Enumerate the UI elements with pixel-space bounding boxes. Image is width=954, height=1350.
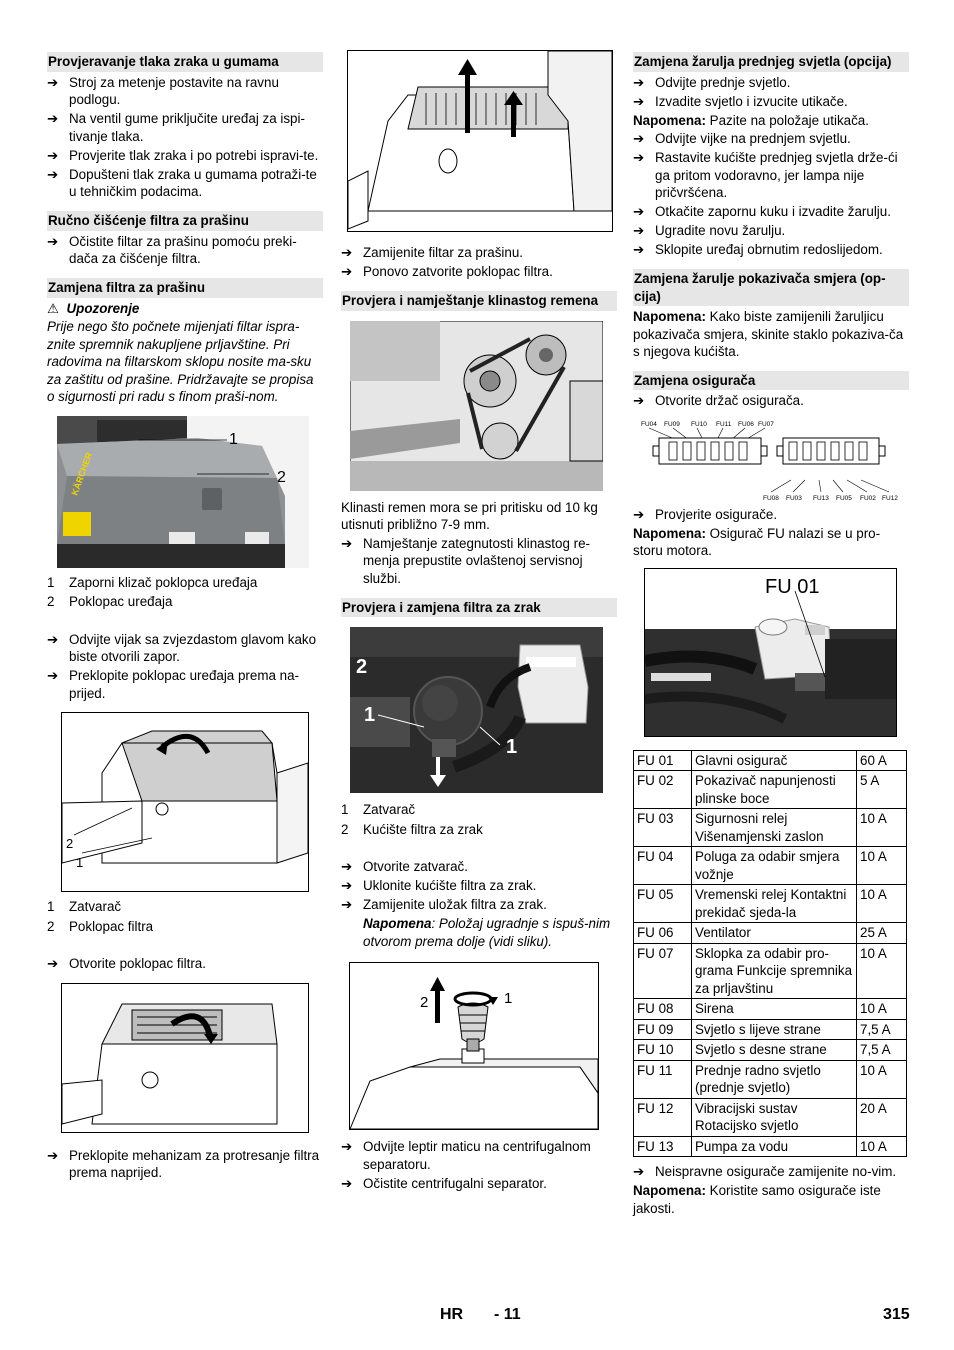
legend-item: 2 Poklopac uređaja bbox=[47, 594, 173, 609]
fuse-rating: 5 A bbox=[857, 771, 907, 809]
fuse-row bbox=[634, 809, 907, 847]
figure-fuse-holder bbox=[637, 416, 907, 504]
fuse-row bbox=[634, 943, 907, 999]
fuse-function: Poluga za odabir smjera vožnje bbox=[692, 847, 857, 885]
fuse-row bbox=[634, 999, 907, 1020]
warning-text: Prije nego što počnete mijenjati filtar ispra-znite spremnik nakupljene prljavštine. Pri radovima na filtarskom sklopu nosite ma-sku za zaštitu od prašine. Pridržavajte se propisa o sigurnosti pri radu s finom praši-nom. bbox=[47, 319, 314, 404]
callout-1: 1 bbox=[506, 736, 518, 758]
note-install-position: Napomena: Položaj ugradnje s ispuš-nim otvorom prema dolje (vidi sliku). bbox=[363, 916, 611, 949]
fuse-function: Ventilator bbox=[692, 923, 857, 944]
step: ➔ Dopušteni tlak zraka u gumama potraži-te u tehničkim podacima. bbox=[47, 166, 317, 199]
arrow-right-icon: ➔ bbox=[633, 223, 645, 238]
note: Napomena: Kako biste zamijenili žaruljicu pokazivača smjera, skinite staklo pokaziva-ča s njegova kućišta. bbox=[633, 309, 904, 359]
arrow-right-icon: ➔ bbox=[341, 1139, 353, 1154]
fuse-function: Svjetlo s lijeve strane bbox=[692, 1019, 857, 1040]
legend-item: 2 Kućište filtra za zrak bbox=[341, 821, 483, 837]
heading-manual-filter-cleaning: Ručno čišćenje filtra za prašinu bbox=[47, 211, 323, 231]
arrow-right-icon: ➔ bbox=[47, 147, 59, 163]
note: Napomena: Pazite na položaje utikača. bbox=[633, 112, 869, 128]
fuse-rating: 10 A bbox=[857, 943, 907, 999]
step: ➔ Namještanje zategnutosti klinastog re-menja prepustite ovlaštenoj servisnoj službi. bbox=[341, 535, 591, 586]
figure-machine-hood bbox=[57, 416, 309, 568]
fuse-label: FU07 bbox=[758, 420, 774, 428]
arrow-right-icon: ➔ bbox=[47, 668, 59, 683]
fuse-row bbox=[634, 1060, 907, 1098]
fuse-function: Pumpa za vodu bbox=[692, 1136, 857, 1157]
heading-tire-pressure: Provjeravanje tlaka zraka u gumama bbox=[47, 52, 323, 72]
fuse-id: FU 06 bbox=[634, 923, 692, 944]
fuse-rating: 10 A bbox=[857, 999, 907, 1020]
fuse-id: FU 07 bbox=[634, 943, 692, 999]
step: ➔ Odvijte leptir maticu na centrifugalnom separatoru. bbox=[341, 1139, 591, 1172]
arrow-right-icon: ➔ bbox=[47, 956, 59, 971]
fuse-label: FU03 bbox=[786, 494, 802, 502]
arrow-right-icon: ➔ bbox=[633, 204, 645, 219]
fuse-row bbox=[634, 750, 907, 771]
arrow-right-icon: ➔ bbox=[47, 166, 59, 182]
callout-1: 1 bbox=[364, 704, 376, 726]
callout-2: 2 bbox=[356, 656, 368, 678]
arrow-right-icon: ➔ bbox=[341, 264, 353, 279]
heading-dust-filter-replacement: Zamjena filtra za prašinu bbox=[47, 278, 323, 298]
v-belt-text: Klinasti remen mora se pri pritisku od 10 kg utisnuti približno 7-9 mm. bbox=[341, 499, 598, 532]
fuse-row bbox=[634, 1040, 907, 1061]
step: ➔ Otvorite zatvarač. bbox=[341, 859, 468, 874]
figure-filter-removal bbox=[347, 50, 613, 232]
fuse-rating: 7,5 A bbox=[857, 1040, 907, 1061]
step: ➔ Na ventil gume priključite uređaj za ispi-tivanje tlaka. bbox=[47, 111, 305, 144]
callout-2: 2 bbox=[66, 836, 74, 851]
fuse-label: FU06 bbox=[738, 420, 754, 428]
step: ➔ Zamijenite uložak filtra za zrak. bbox=[341, 897, 547, 912]
heading-headlight-bulb: Zamjena žarulja prednjeg svjetla (opcija) bbox=[633, 52, 909, 72]
step: ➔ Neispravne osigurače zamijenite no-vim. bbox=[633, 1164, 897, 1179]
legend-item: 1 Zatvarač bbox=[341, 802, 416, 817]
fuse-label: FU08 bbox=[763, 494, 779, 502]
callout-fu01: FU 01 bbox=[765, 575, 820, 598]
column-right bbox=[633, 52, 909, 1218]
step: ➔ Izvadite svjetlo i izvucite utikače. bbox=[633, 93, 848, 109]
footer-local-page: - 11 bbox=[494, 1306, 521, 1323]
fuse-function: Vremenski relej Kontaktni prekidač sjeda-la bbox=[692, 885, 857, 923]
heading-indicator-bulb: Zamjena žarulje pokazivača smjera (op-cija) bbox=[633, 269, 909, 306]
fuse-function: Glavni osigurač bbox=[692, 750, 857, 771]
fuse-rating: 7,5 A bbox=[857, 1019, 907, 1040]
arrow-right-icon: ➔ bbox=[47, 111, 59, 126]
fuse-id: FU 04 bbox=[634, 847, 692, 885]
fuse-function: Svjetlo s desne strane bbox=[692, 1040, 857, 1061]
step: ➔ Očistite centrifugalni separator. bbox=[341, 1175, 547, 1191]
step: ➔ Preklopite poklopac uređaja prema na-prijed. bbox=[47, 668, 300, 701]
fuse-id: FU 13 bbox=[634, 1136, 692, 1157]
legend-item: 1 Zatvarač bbox=[47, 899, 122, 914]
arrow-right-icon: ➔ bbox=[341, 878, 353, 893]
step: ➔ Ugradite novu žarulju. bbox=[633, 223, 786, 238]
arrow-right-icon: ➔ bbox=[633, 506, 645, 522]
fuse-rating: 60 A bbox=[857, 750, 907, 771]
step: ➔ Zamijenite filtar za prašinu. bbox=[341, 245, 524, 260]
fuse-id: FU 02 bbox=[634, 771, 692, 809]
step: ➔ Provjerite osigurače. bbox=[633, 506, 778, 522]
warning-triangle-icon: ⚠ bbox=[47, 300, 60, 316]
fuse-function: Sirena bbox=[692, 999, 857, 1020]
note: Napomena: Osigurač FU nalazi se u pro-storu motora. bbox=[633, 525, 881, 558]
heading-v-belt: Provjera i namještanje klinastog remena bbox=[341, 291, 617, 311]
fuse-rating: 10 A bbox=[857, 809, 907, 847]
fuse-label: FU10 bbox=[691, 420, 707, 428]
fuse-label: FU09 bbox=[664, 420, 680, 428]
step: ➔ Otkačite zapornu kuku i izvadite žarulju. bbox=[633, 204, 891, 219]
fuse-id: FU 10 bbox=[634, 1040, 692, 1061]
fuse-function: Sklopka za odabir pro-grama Funkcije spremnika za prljavštinu bbox=[692, 943, 857, 999]
figure-centrifugal-separator bbox=[349, 962, 599, 1130]
fuse-rating: 20 A bbox=[857, 1098, 907, 1136]
fuse-id: FU 09 bbox=[634, 1019, 692, 1040]
callout-2: 2 bbox=[277, 468, 286, 486]
arrow-right-icon: ➔ bbox=[633, 74, 645, 90]
figure-filter-shaker bbox=[61, 983, 309, 1133]
fuse-label: FU02 bbox=[860, 494, 876, 502]
arrow-right-icon: ➔ bbox=[47, 233, 59, 249]
footer-page-number: 315 bbox=[883, 1306, 910, 1323]
fuse-row bbox=[634, 1019, 907, 1040]
arrow-right-icon: ➔ bbox=[633, 131, 645, 146]
fuse-label: FU04 bbox=[641, 420, 657, 428]
arrow-right-icon: ➔ bbox=[341, 245, 353, 260]
callout-1: 1 bbox=[76, 855, 84, 870]
step: ➔ Uklonite kućište filtra za zrak. bbox=[341, 878, 537, 893]
arrow-right-icon: ➔ bbox=[47, 631, 59, 647]
arrow-right-icon: ➔ bbox=[633, 1164, 645, 1179]
column-middle bbox=[341, 50, 617, 1194]
brand-logo: KÄRCHER bbox=[69, 450, 95, 497]
figure-fu01-photo bbox=[644, 568, 897, 737]
fuse-rating: 10 A bbox=[857, 1060, 907, 1098]
step: ➔ Stroj za metenje postavite na ravnu podlogu. bbox=[47, 74, 279, 107]
arrow-right-icon: ➔ bbox=[633, 93, 645, 109]
fuse-function: Pokazivač napunjenosti plinske boce bbox=[692, 771, 857, 809]
step: ➔ Očistite filtar za prašinu pomoću preki-dača za čišćenje filtra. bbox=[47, 233, 297, 266]
fuse-id: FU 05 bbox=[634, 885, 692, 923]
callout-2: 2 bbox=[420, 994, 429, 1011]
step: ➔ Provjerite tlak zraka i po potrebi ispravi-te. bbox=[47, 147, 319, 163]
fuse-row bbox=[634, 923, 907, 944]
step: ➔ Ponovo zatvorite poklopac filtra. bbox=[341, 264, 553, 279]
legend-item: 2 Poklopac filtra bbox=[47, 918, 154, 934]
fuse-rating: 10 A bbox=[857, 885, 907, 923]
figure-v-belt bbox=[350, 321, 603, 491]
fuse-row bbox=[634, 1136, 907, 1157]
fuse-row bbox=[634, 771, 907, 809]
step: ➔ Rastavite kućište prednjeg svjetla drže-ći ga pritom vodoravno, jer lampa nije pričvršćena. bbox=[633, 150, 898, 200]
fuse-row bbox=[634, 885, 907, 923]
fuse-label: FU12 bbox=[882, 494, 898, 502]
arrow-right-icon: ➔ bbox=[341, 859, 353, 874]
figure-filter-cover bbox=[61, 712, 309, 892]
arrow-right-icon: ➔ bbox=[341, 535, 353, 551]
fuse-table bbox=[633, 750, 907, 1158]
warning-title: ⚠ Upozorenje bbox=[47, 300, 140, 316]
arrow-right-icon: ➔ bbox=[633, 242, 645, 257]
step: ➔ Sklopite uređaj obrnutim redoslijedom. bbox=[633, 242, 883, 257]
fuse-rating: 10 A bbox=[857, 847, 907, 885]
fuse-function: Vibracijski sustav Rotacijsko svjetlo bbox=[692, 1098, 857, 1136]
arrow-right-icon: ➔ bbox=[47, 1147, 59, 1163]
arrow-right-icon: ➔ bbox=[341, 897, 353, 912]
note: Napomena: Koristite samo osigurače iste jakosti. bbox=[633, 1183, 881, 1216]
arrow-right-icon: ➔ bbox=[633, 150, 645, 165]
fuse-label: FU11 bbox=[716, 420, 732, 428]
step: ➔ Preklopite mehanizam za protresanje filtra prema naprijed. bbox=[47, 1147, 320, 1180]
step: ➔ Odvijte prednje svjetlo. bbox=[633, 74, 791, 90]
callout-1: 1 bbox=[229, 430, 238, 448]
footer-lang: HR bbox=[440, 1306, 464, 1323]
fuse-id: FU 12 bbox=[634, 1098, 692, 1136]
column-left bbox=[47, 52, 323, 1183]
legend-item: 1 Zaporni klizač poklopca uređaja bbox=[47, 574, 258, 590]
fuse-function: Sigurnosni relej Višenamjenski zaslon bbox=[692, 809, 857, 847]
fuse-id: FU 08 bbox=[634, 999, 692, 1020]
fuse-label: FU13 bbox=[813, 494, 829, 502]
arrow-right-icon: ➔ bbox=[47, 74, 59, 90]
arrow-right-icon: ➔ bbox=[633, 393, 645, 408]
fuse-row bbox=[634, 1098, 907, 1136]
fuse-function: Prednje radno svjetlo (prednje svjetlo) bbox=[692, 1060, 857, 1098]
fuse-rating: 25 A bbox=[857, 923, 907, 944]
heading-fuse-replacement: Zamjena osigurača bbox=[633, 371, 909, 391]
step: ➔ Odvijte vijke na prednjem svjetlu. bbox=[633, 131, 851, 146]
heading-air-filter: Provjera i zamjena filtra za zrak bbox=[341, 598, 617, 618]
step: ➔ Otvorite poklopac filtra. bbox=[47, 956, 206, 971]
fuse-id: FU 03 bbox=[634, 809, 692, 847]
callout-1: 1 bbox=[504, 990, 513, 1007]
step: ➔ Odvijte vijak sa zvjezdastom glavom kako biste otvorili zapor. bbox=[47, 631, 317, 664]
arrow-right-icon: ➔ bbox=[341, 1175, 353, 1191]
step: ➔ Otvorite držač osigurača. bbox=[633, 393, 804, 408]
fuse-id: FU 11 bbox=[634, 1060, 692, 1098]
fuse-rating: 10 A bbox=[857, 1136, 907, 1157]
fuse-label: FU05 bbox=[836, 494, 852, 502]
fuse-id: FU 01 bbox=[634, 750, 692, 771]
fuse-row bbox=[634, 847, 907, 885]
figure-air-filter bbox=[350, 627, 603, 793]
